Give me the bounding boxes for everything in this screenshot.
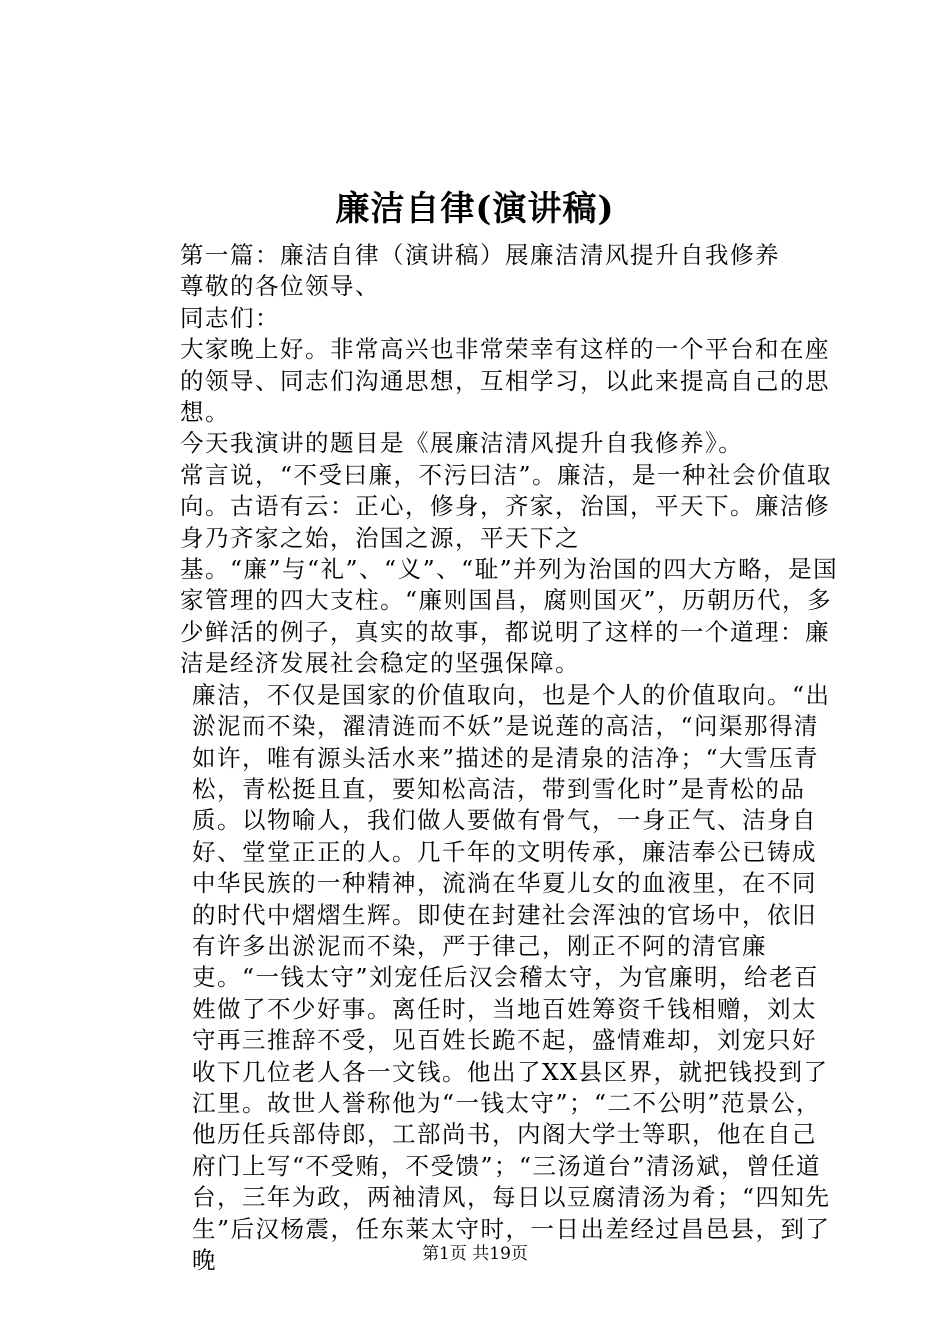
- body-paragraph: 今天我演讲的题目是《展廉洁清风提升自我修养》。: [180, 429, 744, 458]
- body-paragraph: 廉洁，不仅是国家的价值取向，也是个人的价值取向。“出淤泥而不染，濯清涟而不妖”是说莲的高洁，“问渠那得清如许，唯有源头活水来”描述的是清泉的洁净；“大雪压青松，青松挺且直，要知松高洁，带到雪化时”是青松的品质。以物喻人，我们做人要做有骨气，一身正气、洁身自好、堂堂正正的人。几千年的文明传承，廉洁奉公已铸成中华民族的一种精神，流淌在华夏儿女的血液里，在不同的时代中熠熠生辉。即使在封建社会浑浊的官场中，依旧有许多出淤泥而不染，严于律己，刚正不阿的清官廉吏。“一钱太守”刘宠任后汉会稽太守，为官廉明，给老百姓做了不少好事。离任时，当地百姓筹资千钱相赠，刘太守再三推辞不受，见百姓长跪不起，盛情难却，刘宠只好收下几位老人各一文钱。他出了XX县区界，就把钱投到了江里。故世人誉称他为“一钱太守”；“二不公明”范景公，他历任兵部侍郎，工部尚书，内阁大学士等职，他在自己府门上写“不受贿，不受馈”；“三汤道台”清汤斌，曾任道台，三年为政，两袖清风，每日以豆腐清汤为肴；“四知先生”后汉杨震，任东莱太守时，一日出差经过昌邑县，到了晚: [192, 680, 831, 1274]
- body-paragraph: 大家晚上好。非常高兴也非常荣幸有这样的一个平台和在座的领导、同志们沟通思想，互相学习，以此来提高自己的思想。: [180, 335, 830, 427]
- salutation-line: 尊敬的各位领导、: [180, 272, 380, 301]
- document-title: 廉洁自律(演讲稿): [335, 189, 615, 229]
- document-body: [132, 240, 840, 1276]
- page-number: 第1页 共19页: [422, 1244, 528, 1264]
- section-heading: 第一篇：廉洁自律（演讲稿）展廉洁清风提升自我修养: [180, 241, 780, 269]
- salutation-line: 同志们：: [180, 303, 280, 332]
- body-paragraph: 常言说，“不受曰廉，不污曰洁”。廉洁，是一种社会价值取向。古语有云：正心，修身，齐家，治国，平天下。廉洁修身乃齐家之始，治国之源，平天下之基。“廉”与“礼”、“义”、“耻”并列为治国的四大方略，是国家管理的四大支柱。“廉则国昌，腐则国灭”，历朝历代，多少鲜活的例子，真实的故事，都说明了这样的一个道理：廉洁是经济发展社会稳定的坚强保障。: [180, 460, 839, 678]
